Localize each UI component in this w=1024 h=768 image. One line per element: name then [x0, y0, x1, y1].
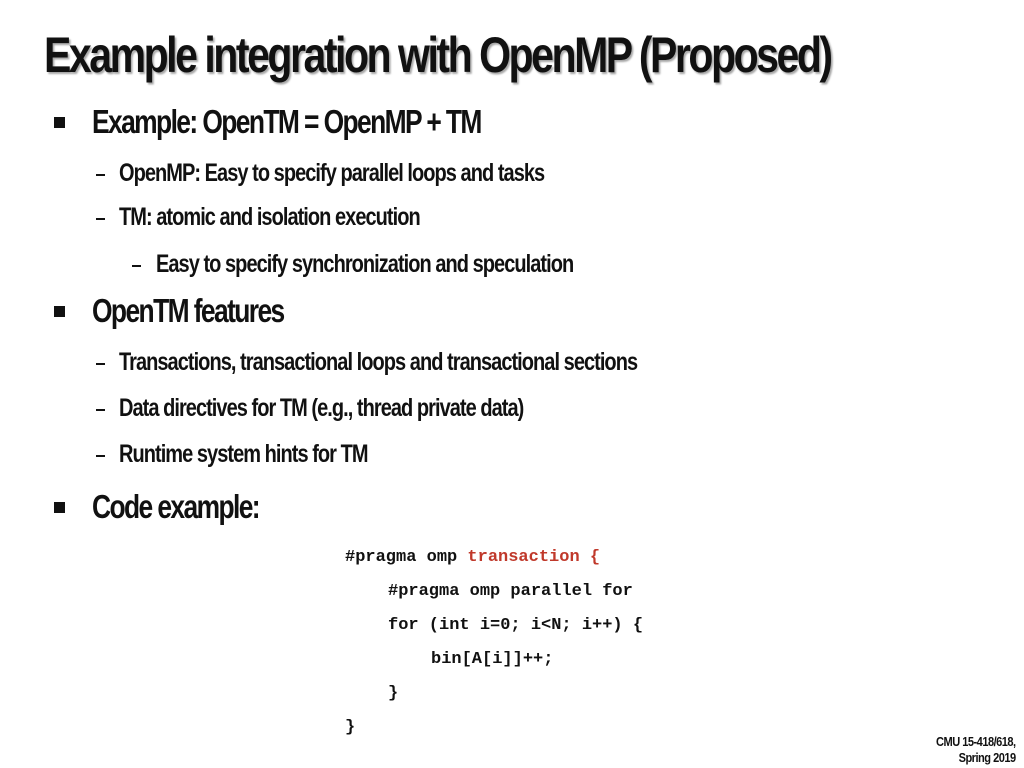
footer-term: Spring 2019 [958, 750, 1016, 765]
code-line-2: #pragma omp parallel for [388, 582, 633, 601]
bullet-1-sub-2: TM: atomic and isolation execution [119, 203, 420, 231]
code-line-4: bin[A[i]]++; [431, 650, 554, 669]
dash-icon [132, 265, 141, 267]
code-line-6: } [345, 718, 356, 737]
bullet-2-sub-2: Data directives for TM (e.g., thread private data) [119, 394, 524, 422]
code-line-3: for (int i=0; i<N; i++) { [388, 616, 644, 635]
dash-icon [96, 455, 105, 457]
code-pragma-text: #pragma omp [345, 548, 468, 567]
bullet-3-text: Code example: [92, 488, 259, 525]
dash-icon [96, 218, 105, 220]
bullet-1-sub-1: OpenMP: Easy to specify parallel loops and tasks [119, 159, 545, 187]
bullet-1-text: Example: OpenTM = OpenMP + TM [92, 103, 481, 140]
footer-course: CMU 15-418/618, [936, 734, 1016, 749]
code-keyword-transaction: transaction { [467, 548, 601, 567]
dash-icon [96, 363, 105, 365]
slide-title: Example integration with OpenMP (Proposed) [44, 27, 831, 83]
code-line-1 [345, 546, 600, 570]
footer-course-info [936, 734, 1016, 766]
dash-icon [96, 409, 105, 411]
bullet-2-text: OpenTM features [92, 292, 284, 329]
code-line-5: } [388, 684, 399, 703]
bullet-square-icon [54, 306, 65, 317]
dash-icon [96, 174, 105, 176]
bullet-2-sub-3: Runtime system hints for TM [119, 440, 368, 468]
bullet-square-icon [54, 117, 65, 128]
bullet-1-subsub-1: Easy to specify synchronization and speculation [156, 250, 574, 278]
bullet-square-icon [54, 502, 65, 513]
bullet-2-sub-1: Transactions, transactional loops and transactional sections [119, 348, 638, 376]
